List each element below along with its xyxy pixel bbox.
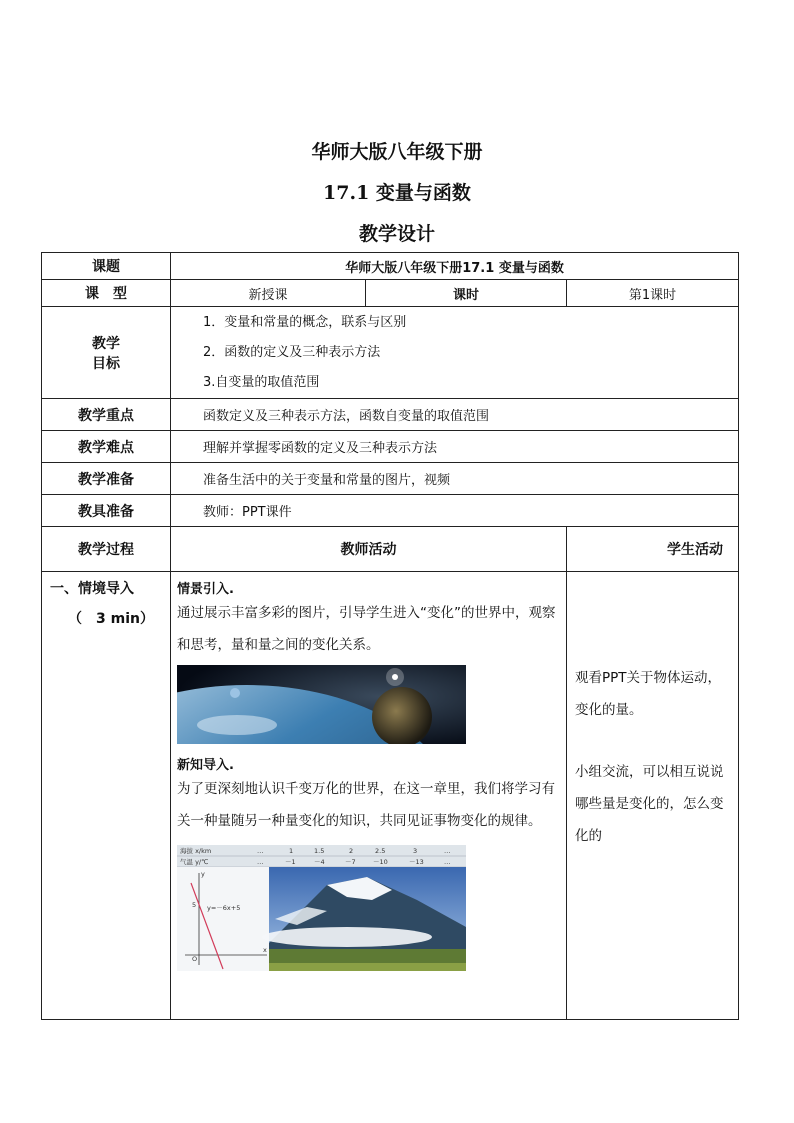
table-cell: … bbox=[257, 847, 264, 855]
topic-row bbox=[42, 253, 739, 280]
earth-space-image bbox=[177, 665, 466, 744]
prep-row bbox=[42, 463, 739, 495]
lesson-plan-table bbox=[41, 252, 739, 1020]
tools-row bbox=[42, 495, 739, 527]
type-label: 课 型 bbox=[42, 280, 171, 307]
key-value: 函数定义及三种表示方法，函数自变量的取值范围 bbox=[171, 399, 739, 431]
teacher-header: 教师活动 bbox=[171, 527, 567, 572]
table-cell: －7 bbox=[345, 858, 356, 866]
table-cell: 1.5 bbox=[314, 847, 325, 855]
goals-label-2: 目标 bbox=[92, 355, 120, 372]
teacher-activity bbox=[171, 572, 567, 1020]
table-cell: 1 bbox=[289, 847, 294, 855]
graph-equation: y=－6x+5 bbox=[207, 904, 241, 912]
tools-label: 教具准备 bbox=[42, 495, 171, 527]
difficulty-value: 理解并掌握零函数的定义及三种表示方法 bbox=[171, 431, 739, 463]
process-header: 教学过程 bbox=[42, 527, 171, 572]
student-header: 学生活动 bbox=[567, 527, 739, 572]
goals-label bbox=[42, 307, 171, 399]
goals-row bbox=[42, 307, 739, 399]
intro-title: 情景引入. bbox=[177, 582, 234, 597]
student-text-1: 观看PPT关于物体运动，变化的量。 bbox=[575, 670, 722, 718]
period-label: 课时 bbox=[366, 280, 567, 307]
difficulty-label: 教学难点 bbox=[42, 431, 171, 463]
difficulty-row bbox=[42, 431, 739, 463]
goal-item: 2．函数的定义及三种表示方法 bbox=[203, 344, 381, 360]
stage-row bbox=[42, 572, 739, 1020]
doc-title: 华师大版八年级下册 bbox=[311, 141, 483, 163]
stage-name: 一、情境导入 bbox=[50, 581, 134, 597]
prep-label: 教学准备 bbox=[42, 463, 171, 495]
key-row bbox=[42, 399, 739, 431]
table-head-temperature: 气温 y/℃ bbox=[180, 858, 209, 866]
type-value: 新授课 bbox=[171, 280, 366, 307]
graph-y-tick: 5 bbox=[192, 901, 197, 909]
lesson-title: 17.1 变量与函数 bbox=[323, 182, 471, 204]
key-label: 教学重点 bbox=[42, 399, 171, 431]
table-head-altitude: 海拔 x/km bbox=[180, 847, 212, 855]
prep-value: 准备生活中的关于变量和常量的图片，视频 bbox=[171, 463, 739, 495]
graph-x-axis-label: x bbox=[263, 946, 267, 954]
topic-value: 华师大版八年级下册17.1 变量与函数 bbox=[171, 253, 739, 280]
design-title: 教学设计 bbox=[358, 223, 435, 245]
type-row bbox=[42, 280, 739, 307]
intro-text: 通过展示丰富多彩的图片，引导学生进入“变化”的世界中，观察和思考，量和量之间的变化关系。 bbox=[177, 605, 556, 653]
process-header-row bbox=[42, 527, 739, 572]
topic-label: 课题 bbox=[42, 253, 171, 280]
new-text: 为了更深刻地认识千变万化的世界，在这一章里，我们将学习有关一种量随另一种量变化的知识，共同见证事物变化的规律。 bbox=[177, 781, 555, 829]
graph-y-axis-label: y bbox=[201, 870, 205, 878]
student-activity bbox=[567, 572, 739, 1020]
new-title: 新知导入. bbox=[177, 758, 234, 773]
table-cell: … bbox=[444, 847, 451, 855]
goal-item: 1．变量和常量的概念，联系与区别 bbox=[203, 314, 407, 330]
goals-label-1: 教学 bbox=[92, 335, 120, 352]
table-cell: 2 bbox=[349, 847, 354, 855]
stage-cell bbox=[42, 572, 171, 1020]
graph-origin-label: O bbox=[192, 955, 198, 963]
table-cell: －13 bbox=[409, 858, 424, 866]
table-cell: 3 bbox=[413, 847, 418, 855]
tools-value: 教师：PPT课件 bbox=[171, 495, 739, 527]
stage-time: （ 3 min） bbox=[68, 611, 154, 627]
student-text-2: 小组交流，可以相互说说哪些量是变化的，怎么变化的 bbox=[575, 764, 724, 844]
table-cell: … bbox=[257, 858, 264, 866]
period-value: 第1课时 bbox=[567, 280, 739, 307]
goals-list bbox=[171, 307, 739, 399]
table-cell: 2.5 bbox=[375, 847, 386, 855]
table-cell: … bbox=[444, 858, 451, 866]
goal-item: 3.自变量的取值范围 bbox=[203, 374, 320, 390]
table-cell: －4 bbox=[314, 858, 325, 866]
mountain-function-image bbox=[177, 845, 466, 971]
table-cell: －1 bbox=[285, 858, 296, 866]
table-cell: －10 bbox=[373, 858, 388, 866]
